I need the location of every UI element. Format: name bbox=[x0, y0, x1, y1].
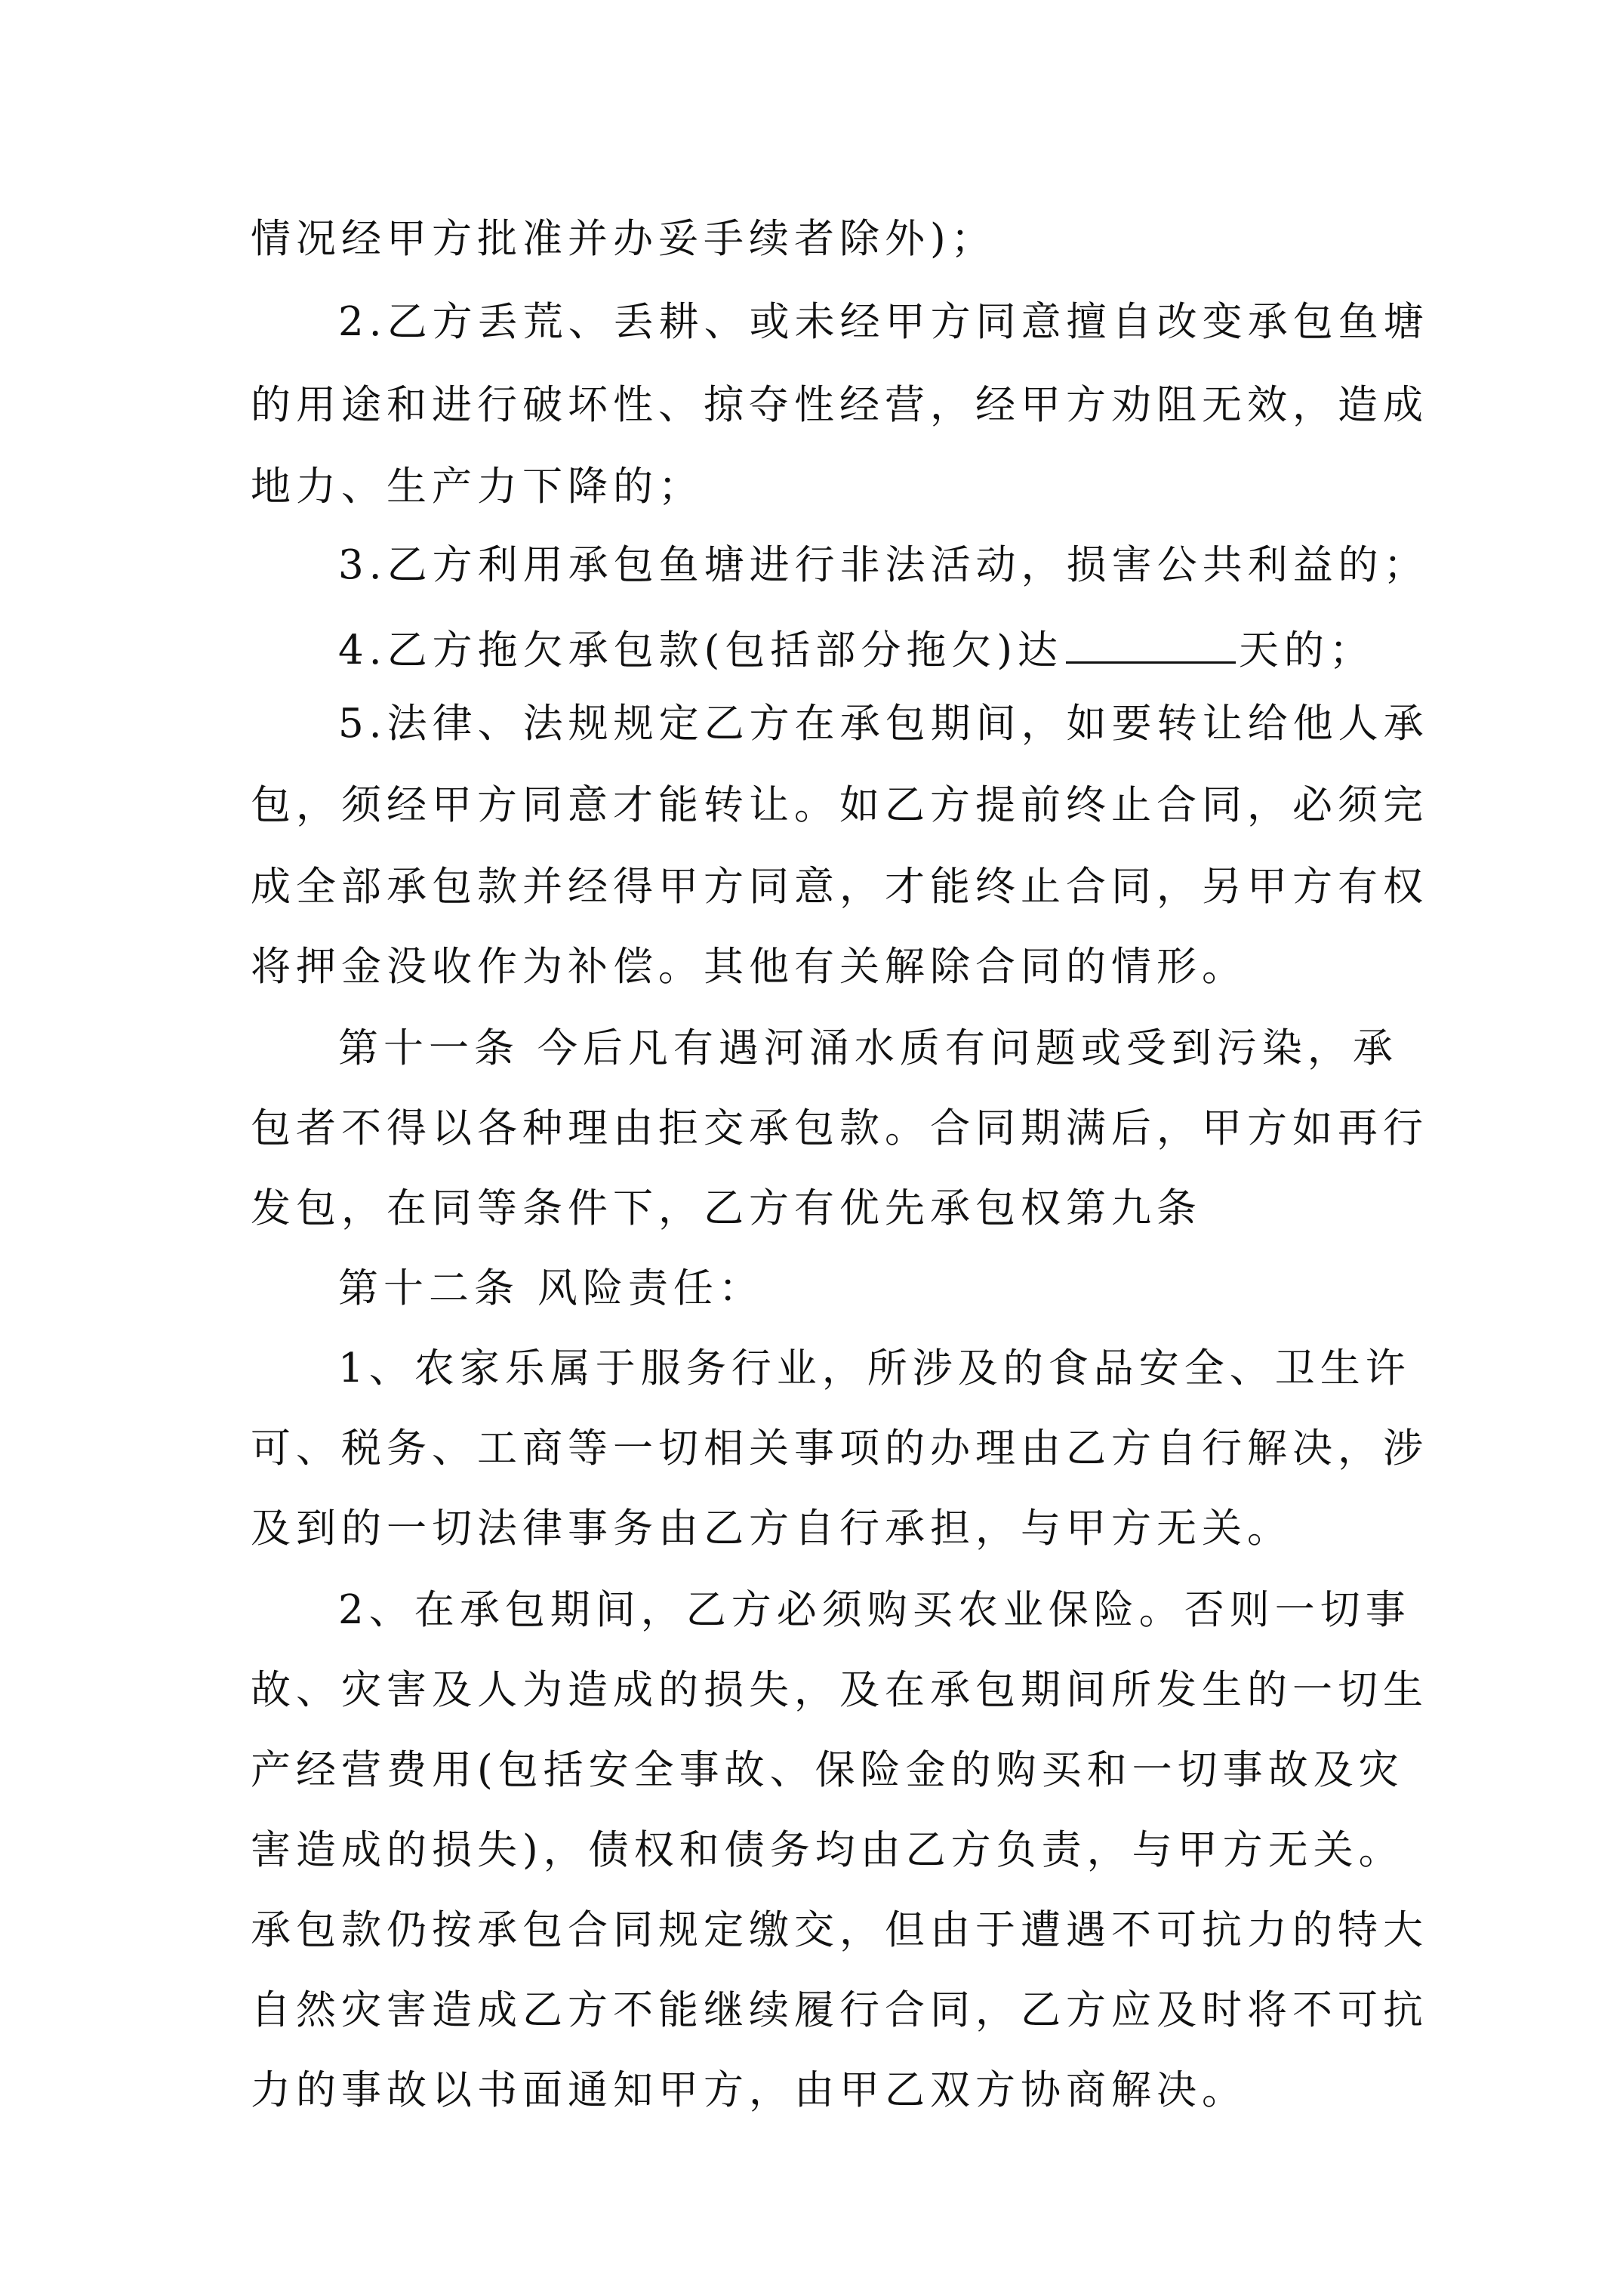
text-line: 自然灾害造成乙方不能继续履行合同，乙方应及时将不可抗 bbox=[251, 1987, 1428, 2033]
text-line: 包者不得以各种理由拒交承包款。合同期满后，甲方如再行 bbox=[251, 1105, 1428, 1151]
clause-5: 5.法律、法规规定乙方在承包期间，如要转让给他人承 bbox=[338, 701, 1429, 747]
text-line: 包，须经甲方同意才能转让。如乙方提前终止合同，必须完 bbox=[251, 782, 1428, 828]
text-line: 地力、生产力下降的； bbox=[251, 464, 704, 510]
article-11: 第十一条 今后凡有遇河涌水质有问题或受到污染，承 bbox=[338, 1025, 1398, 1071]
clause-3: 3.乙方利用承包鱼塘进行非法活动，损害公共利益的； bbox=[338, 542, 1429, 588]
text-line: 可、税务、工商等一切相关事项的办理由乙方自行解决，涉 bbox=[251, 1425, 1428, 1472]
text-line: 害造成的损失)，债权和债务均由乙方负责，与甲方无关。 bbox=[251, 1827, 1404, 1873]
clause-4 bbox=[338, 624, 1471, 707]
clause-4-suffix: 天的； bbox=[1238, 627, 1375, 673]
risk-item-2: 2、在承包期间，乙方必须购买农业保险。否则一切事 bbox=[338, 1587, 1411, 1633]
clause-2: 2.乙方丢荒、丢耕、或未经甲方同意擅自改变承包鱼塘 bbox=[338, 299, 1429, 345]
clause-4-text: 4.乙方拖欠承包款(包括部分拖欠)达 bbox=[338, 627, 1063, 673]
text-line: 发包，在同等条件下，乙方有优先承包权第九条 bbox=[251, 1185, 1202, 1231]
text-line: 及到的一切法律事务由乙方自行承担，与甲方无关。 bbox=[251, 1505, 1292, 1552]
text-line: 故、灾害及人为造成的损失，及在承包期间所发生的一切生 bbox=[251, 1667, 1428, 1713]
article-12: 第十二条 风险责任： bbox=[338, 1265, 764, 1311]
text-line: 的用途和进行破坏性、掠夺性经营，经甲方劝阻无效，造成 bbox=[251, 382, 1428, 428]
blank-days-field bbox=[1066, 624, 1236, 664]
text-line: 成全部承包款并经得甲方同意，才能终止合同，另甲方有权 bbox=[251, 864, 1428, 910]
text-line: 力的事故以书面通知甲方，由甲乙双方协商解决。 bbox=[251, 2067, 1247, 2113]
text-line: 承包款仍按承包合同规定缴交，但由于遭遇不可抗力的特大 bbox=[251, 1907, 1428, 1953]
text-line: 将押金没收作为补偿。其他有关解除合同的情形。 bbox=[251, 944, 1247, 990]
risk-item-1: 1、农家乐属于服务行业，所涉及的食品安全、卫生许 bbox=[338, 1345, 1411, 1391]
text-line: 情况经甲方批准并办妥手续者除外)； bbox=[251, 216, 996, 262]
text-line: 产经营费用(包括安全事故、保险金的购买和一切事故及灾 bbox=[251, 1747, 1404, 1793]
